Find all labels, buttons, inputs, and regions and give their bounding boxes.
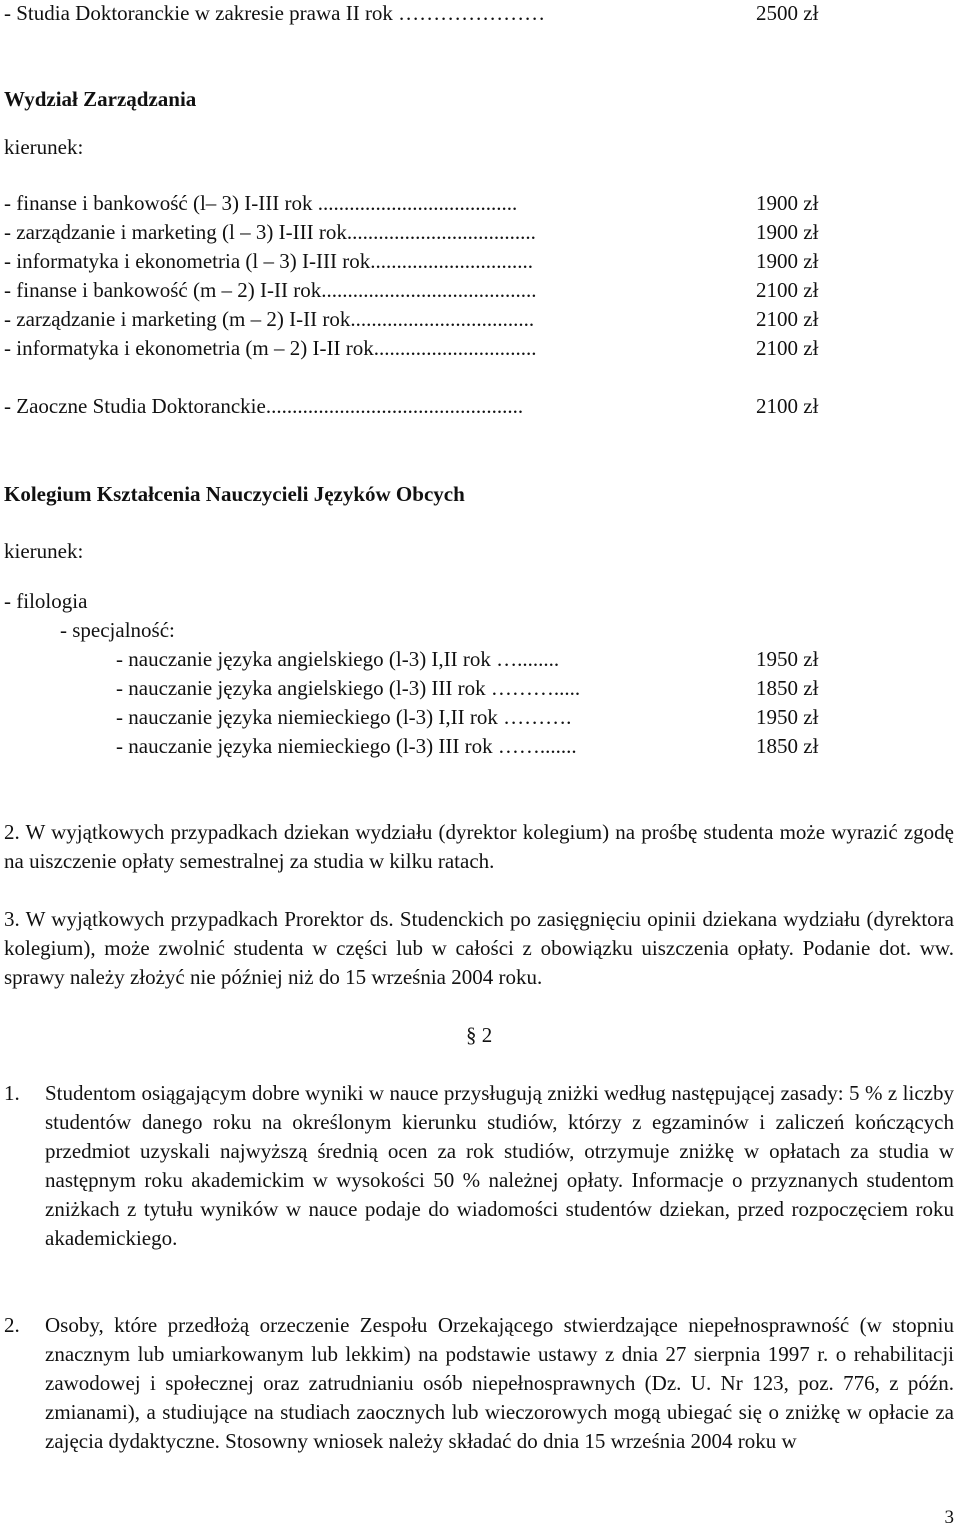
fee-line-zaoczne-label: - Zaoczne Studia Doktoranckie.................................................: [4, 394, 524, 418]
point-1-discounts-text: Studentom osiągającym dobre wyniki w nauce przysługują zniżki według następującej zasady: 5 % z liczby studentów danego roku na określonym kierunku studiów, którzy z egzaminów i zaliczeń kończących przedmiot uzyskali najwyższą średnią ocen za rok studiów, otrzymuje zniżkę w opłatach za studia w następnym roku akademickim w wysokości 50 % należnej opłaty. Informacje o przyznanych studentom zniżkach z tytułu wyników w nauce podaje do wiadomości studentów dziekan, przed rozpoczęciem roku akademickiego.: [45, 1081, 954, 1250]
fee-line-label: - nauczanie języka niemieckiego (l-3) I,II rok ……….: [116, 705, 572, 729]
paragraph-3-exemption: 3. W wyjątkowych przypadkach Prorektor ds. Studenckich po zasięgnięciu opinii dziekana wydziału (dyrektora kolegium), może zwolnić studenta w części lub w całości z obowiązku uiszczenia opłaty. Podanie dot. ww. sprawy należy złożyć nie później niż do 15 września 2004 roku.: [4, 907, 954, 989]
point-number-1: 1.: [4, 1081, 20, 1105]
fee-line-amount: 1900 zł: [756, 191, 819, 215]
fee-line-label: - informatyka i ekonometria (m – 2) I-II rok...............................: [4, 336, 537, 360]
section-sign-2: § 2: [466, 1023, 493, 1047]
fee-line-amount: 2100 zł: [756, 278, 819, 302]
fee-line-amount: 1950 zł: [756, 647, 819, 671]
fee-line-amount: 1900 zł: [756, 249, 819, 273]
fee-line-label: - nauczanie języka angielskiego (l-3) III rok ……….....: [116, 676, 581, 700]
fee-line-label: - nauczanie języka niemieckiego (l-3) III rok …….......: [116, 734, 577, 758]
section-heading-kolegium: Kolegium Kształcenia Nauczycieli Języków Obcych: [4, 482, 465, 506]
fee-line-amount: 1950 zł: [756, 705, 819, 729]
fee-line-label: - finanse i bankowość (m – 2) I-II rok.........................................: [4, 278, 537, 302]
kierunek-label: kierunek:: [4, 135, 84, 159]
fee-line-amount: 1850 zł: [756, 734, 819, 758]
fee-line-label: - informatyka i ekonometria (l – 3) I-III rok...............................: [4, 249, 533, 273]
fee-line-label: - nauczanie języka angielskiego (l-3) I,II rok …........: [116, 647, 560, 671]
kierunek-filologia: - filologia: [4, 589, 88, 613]
fee-line-zaoczne-amount: 2100 zł: [756, 394, 819, 418]
fee-line-doktoranckie-prawa-label: - Studia Doktoranckie w zakresie prawa II rok …………………: [4, 1, 546, 25]
specjalnosc-label: - specjalność:: [60, 618, 175, 642]
paragraph-2-installments: 2. W wyjątkowych przypadkach dziekan wydziału (dyrektor kolegium) na prośbę studenta może wyrazić zgodę na uiszczenie opłaty semestralnej za studia w kilku ratach.: [4, 820, 954, 873]
section-heading-wydzial-zarzadzania: Wydział Zarządzania: [4, 87, 197, 111]
page-number: 3: [944, 1507, 954, 1528]
point-2-disability-text: Osoby, które przedłożą orzeczenie Zespołu Orzekającego stwierdzające niepełnosprawność (w stopniu znacznym lub umiarkowanym lub lekkim) na podstawie ustawy z dnia 27 sierpnia 1997 r. o rehabilitacji zawodowej i społecznej oraz zatrudnianiu osób niepełnosprawnych (Dz. U. Nr 123, poz. 776, z późn. zmianami), a studiujące na studiach zaocznych lub wieczorowych mogą ubiegać się o zniżkę w opłacie za zajęcia dydaktyczne. Stosowny wniosek należy składać do dnia 15 września 2004 roku w: [45, 1313, 954, 1453]
fee-line-amount: 1900 zł: [756, 220, 819, 244]
point-number-2: 2.: [4, 1313, 20, 1337]
fee-line-amount: 1850 zł: [756, 676, 819, 700]
fee-line-amount: 2100 zł: [756, 307, 819, 331]
fee-line-doktoranckie-prawa-amount: 2500 zł: [756, 1, 819, 25]
kierunek-label: kierunek:: [4, 539, 84, 563]
fee-line-label: - zarządzanie i marketing (l – 3) I-III rok....................................: [4, 220, 536, 244]
fee-line-label: - zarządzanie i marketing (m – 2) I-II rok...................................: [4, 307, 535, 331]
fee-line-label: - finanse i bankowość (l– 3) I-III rok ......................................: [4, 191, 518, 215]
fee-line-amount: 2100 zł: [756, 336, 819, 360]
